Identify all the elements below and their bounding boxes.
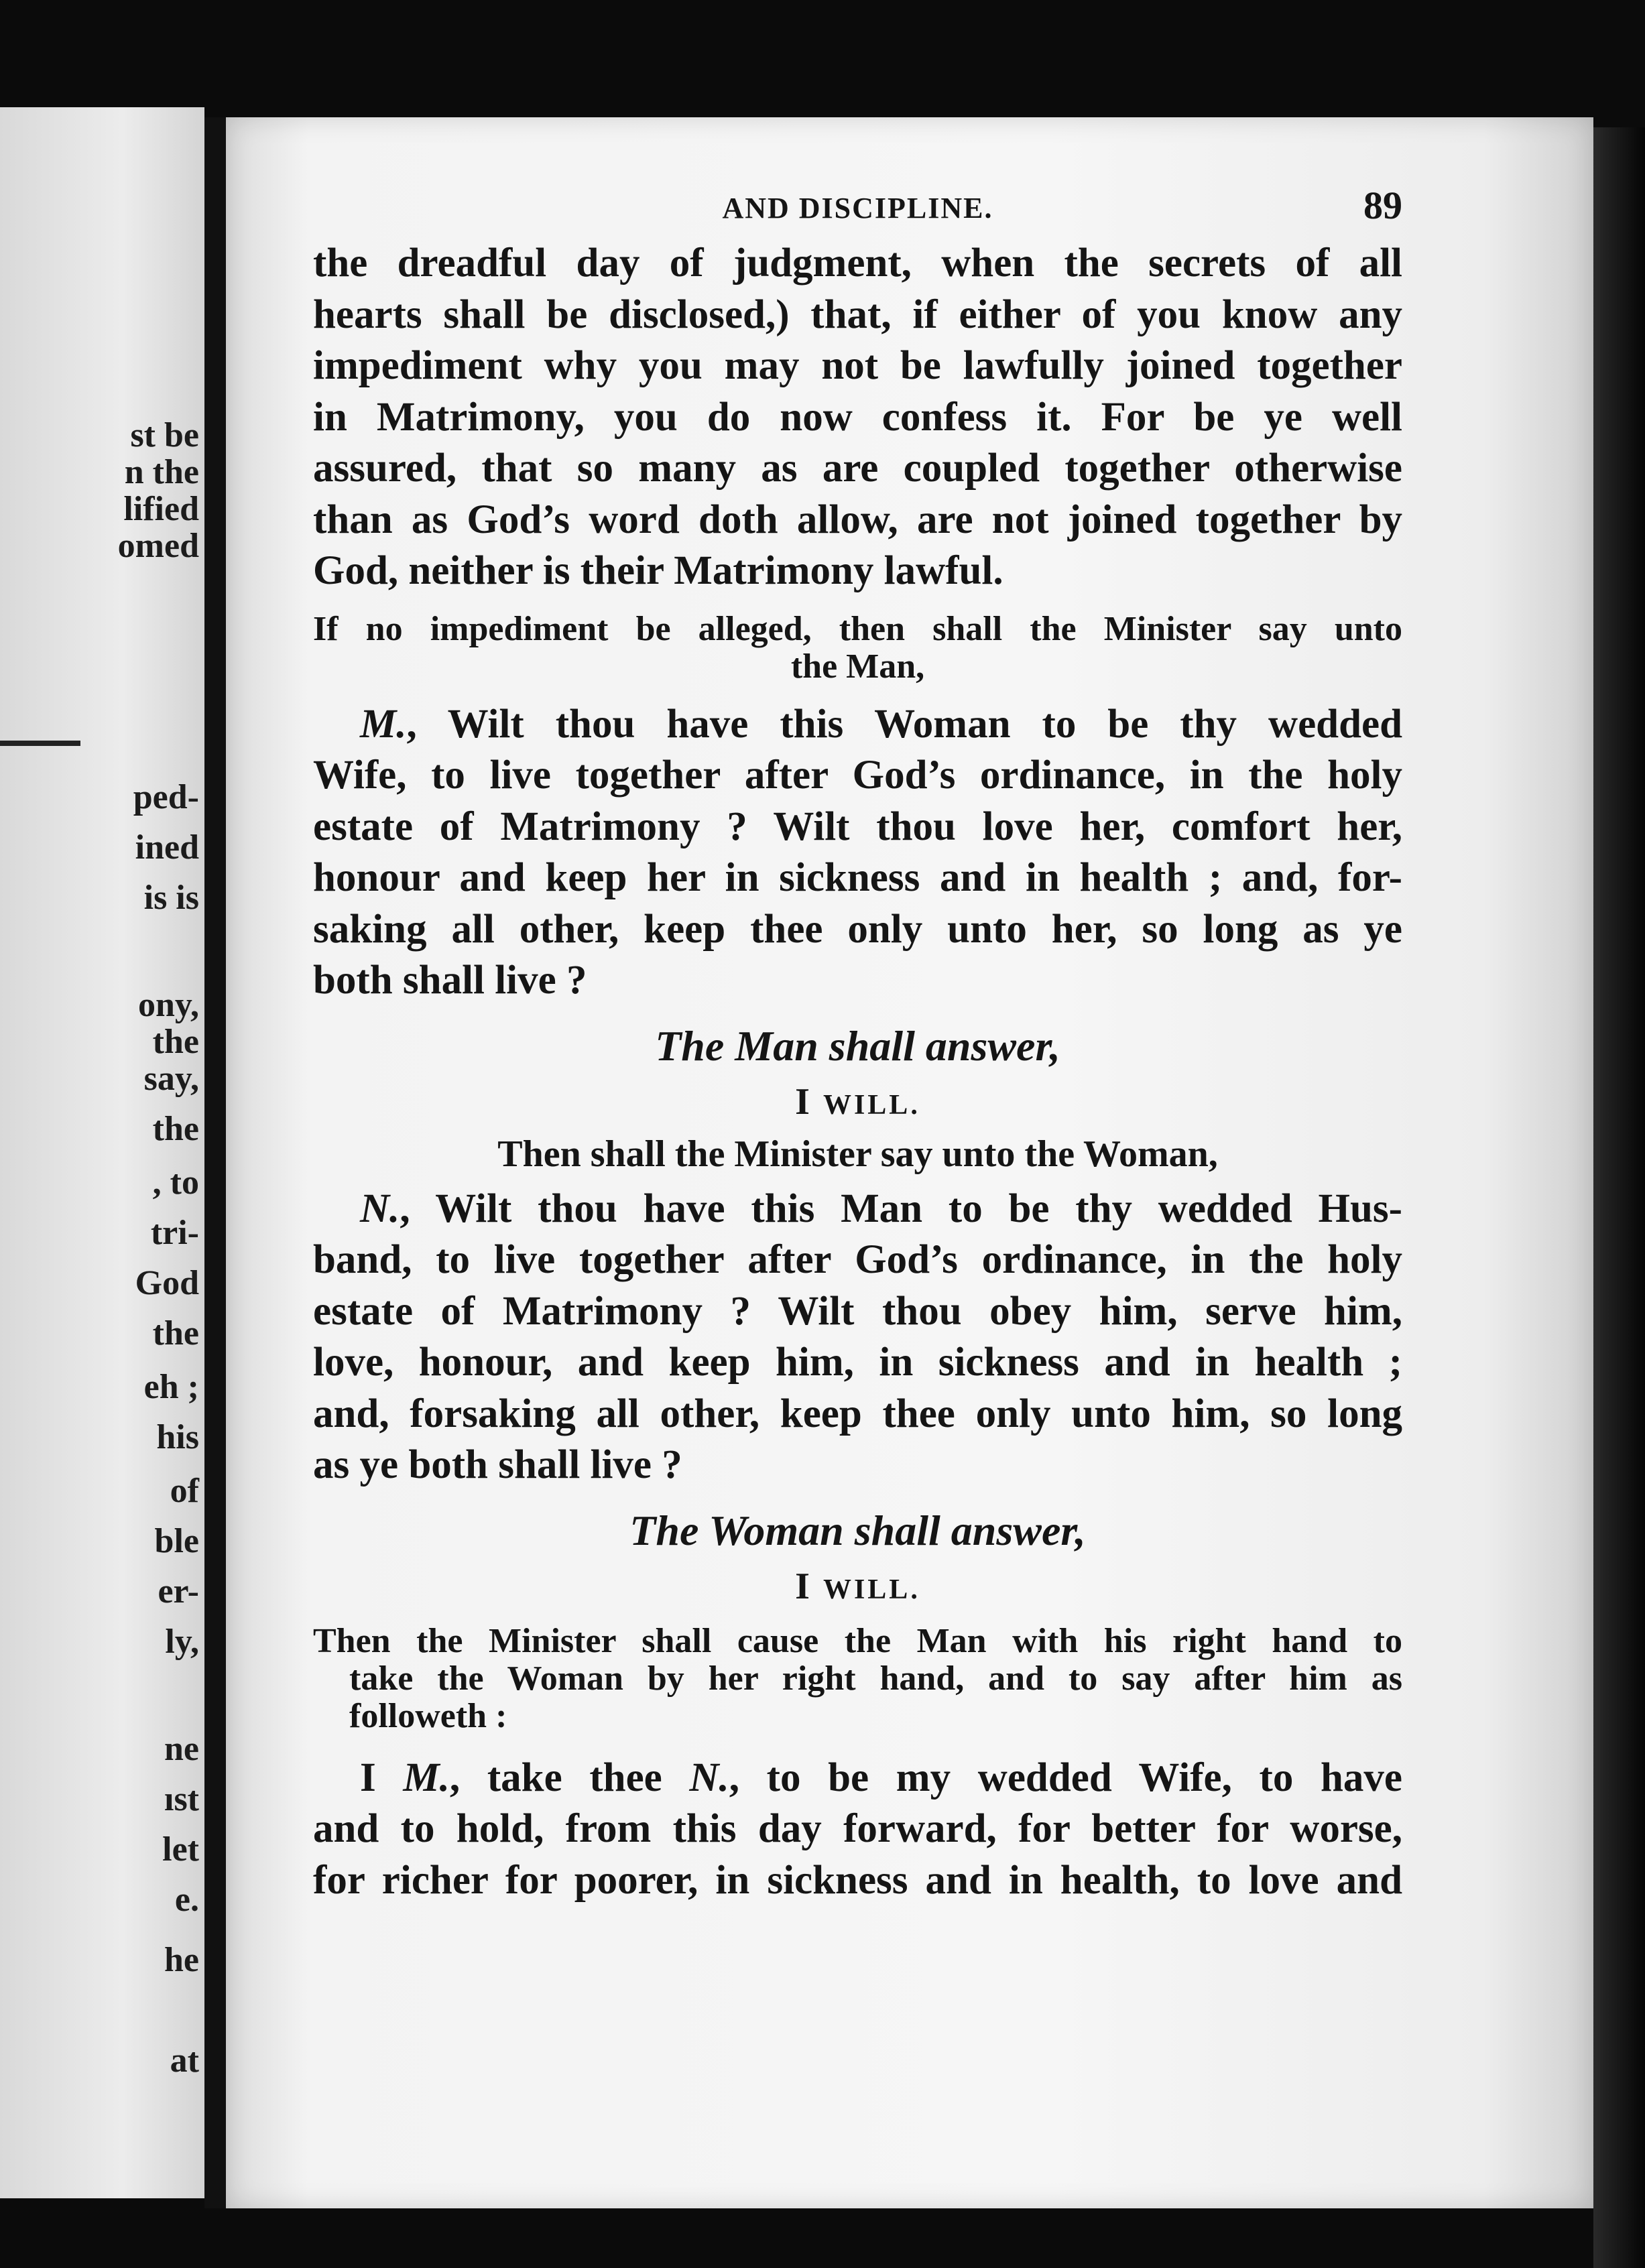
left-fragment: ble bbox=[154, 1522, 199, 1560]
woman-answer-heading: The Woman shall answer, bbox=[629, 1506, 1086, 1554]
book-gutter bbox=[204, 117, 226, 2208]
page-header bbox=[313, 184, 1402, 238]
i-word: I bbox=[795, 1565, 812, 1607]
text-line: assured, that so many as are coupled together otherwise bbox=[313, 446, 1402, 491]
text-line: followeth : bbox=[349, 1696, 507, 1735]
left-fragment: lified bbox=[123, 490, 199, 528]
text-fragment: , Wilt thou have this Woman to be thy wedded bbox=[406, 701, 1402, 747]
i-word: I bbox=[795, 1080, 812, 1123]
text-line: take the Woman by her right hand, and to say after him as bbox=[349, 1659, 1402, 1698]
rubric-no-impediment bbox=[313, 611, 1402, 686]
page-number: 89 bbox=[1363, 184, 1402, 227]
left-fragment: the bbox=[152, 1314, 199, 1352]
left-fragment: ony, bbox=[137, 986, 199, 1024]
left-fragment: st be bbox=[130, 416, 199, 454]
text-line: saking all other, keep thee only unto her, so long as ye bbox=[313, 906, 1402, 952]
left-fragment: ne bbox=[164, 1730, 199, 1768]
text-fragment: , to be my wedded Wife, to have bbox=[729, 1755, 1402, 1800]
left-fragment: ped- bbox=[133, 778, 199, 816]
left-fragment: let bbox=[162, 1830, 199, 1869]
left-fragment: say, bbox=[143, 1060, 199, 1098]
left-fragment: e. bbox=[174, 1881, 199, 1919]
paragraph-question-man bbox=[313, 699, 1402, 1007]
text-line: both shall live ? bbox=[313, 958, 587, 1003]
text-line: honour and keep her in sickness and in health ; and, for- bbox=[313, 855, 1402, 900]
initial-n: N. bbox=[689, 1755, 729, 1800]
text-line: love, honour, and keep him, in sickness and in health ; bbox=[313, 1340, 1402, 1385]
text-line bbox=[313, 699, 1402, 751]
left-fragment: omed bbox=[117, 527, 199, 565]
paragraph-question-woman bbox=[313, 1184, 1402, 1491]
text-line: hearts shall be disclosed,) that, if either of you know any bbox=[313, 292, 1402, 337]
text-line: estate of Matrimony ? Wilt thou love her, comfort her, bbox=[313, 804, 1402, 849]
i-will-woman bbox=[313, 1565, 1402, 1608]
running-head: AND DISCIPLINE. bbox=[722, 192, 993, 225]
text-line: for richer for poorer, in sickness and in health, to love and bbox=[313, 1857, 1402, 1903]
facing-page-left bbox=[0, 107, 204, 2198]
rubric-minister-woman: Then shall the Minister say unto the Woman, bbox=[497, 1133, 1218, 1175]
i-will-man bbox=[313, 1080, 1402, 1123]
text-line: and to hold, from this day forward, for better for worse, bbox=[313, 1806, 1402, 1851]
text-column bbox=[313, 184, 1402, 1906]
text-line bbox=[313, 1753, 1402, 1804]
left-fragment: the bbox=[152, 1023, 199, 1061]
text-line: impediment why you may not be lawfully joined together bbox=[313, 343, 1402, 388]
will-word: WILL. bbox=[822, 1574, 920, 1605]
left-fragment: ly, bbox=[165, 1623, 199, 1661]
left-fragment: eh ; bbox=[143, 1368, 199, 1406]
text-line: in Matrimony, you do now confess it. For be ye well bbox=[313, 394, 1402, 440]
text-line: the Man, bbox=[790, 647, 925, 686]
text-line: as ye both shall live ? bbox=[313, 1442, 682, 1487]
text-line: Wife, to live together after God’s ordinance, in the holy bbox=[313, 753, 1402, 798]
left-fragment: tri- bbox=[150, 1214, 199, 1252]
initial-m: M. bbox=[360, 701, 407, 747]
text-line: If no impediment be alleged, then shall the Minister say unto bbox=[313, 609, 1402, 648]
initial-m: M. bbox=[403, 1755, 450, 1800]
left-fragment: , to bbox=[152, 1163, 199, 1202]
book-page bbox=[226, 117, 1593, 2208]
initial-n: N. bbox=[360, 1186, 400, 1231]
left-fragment: n the bbox=[124, 453, 199, 491]
text-line bbox=[313, 1184, 1402, 1235]
book-edge bbox=[1593, 127, 1645, 2268]
text-line: estate of Matrimony ? Wilt thou obey him, serve him, bbox=[313, 1288, 1402, 1334]
will-word: WILL. bbox=[822, 1089, 920, 1121]
text-fragment: , Wilt thou have this Man to be thy wedded Hus- bbox=[400, 1186, 1402, 1231]
rubric-right-hand bbox=[313, 1623, 1402, 1735]
text-line: the dreadful day of judgment, when the secrets of all bbox=[313, 241, 1402, 286]
left-fragment: er- bbox=[158, 1572, 199, 1611]
text-line: and, forsaking all other, keep thee only unto him, so long bbox=[313, 1391, 1402, 1436]
left-rule bbox=[0, 741, 80, 746]
left-fragment: God bbox=[135, 1264, 199, 1302]
left-fragment: ıst bbox=[164, 1780, 199, 1818]
left-fragment: of bbox=[170, 1472, 199, 1510]
left-fragment: the bbox=[152, 1110, 199, 1148]
left-fragment: at bbox=[170, 2041, 199, 2080]
text-fragment: I bbox=[360, 1755, 404, 1800]
paragraph-1 bbox=[313, 238, 1402, 597]
text-line: than as God’s word doth allow, are not joined together by bbox=[313, 497, 1402, 542]
text-line: God, neither is their Matrimony lawful. bbox=[313, 548, 1003, 593]
text-fragment: , take thee bbox=[449, 1755, 690, 1800]
left-fragment: he bbox=[164, 1941, 199, 1979]
paragraph-vow bbox=[313, 1753, 1402, 1907]
man-answer-heading: The Man shall answer, bbox=[655, 1021, 1060, 1070]
left-fragment: ined bbox=[135, 828, 199, 867]
left-fragment: is is bbox=[143, 879, 199, 917]
text-line: Then the Minister shall cause the Man with his right hand to bbox=[313, 1621, 1402, 1660]
text-line: band, to live together after God’s ordinance, in the holy bbox=[313, 1237, 1402, 1282]
left-fragment: his bbox=[156, 1418, 199, 1456]
